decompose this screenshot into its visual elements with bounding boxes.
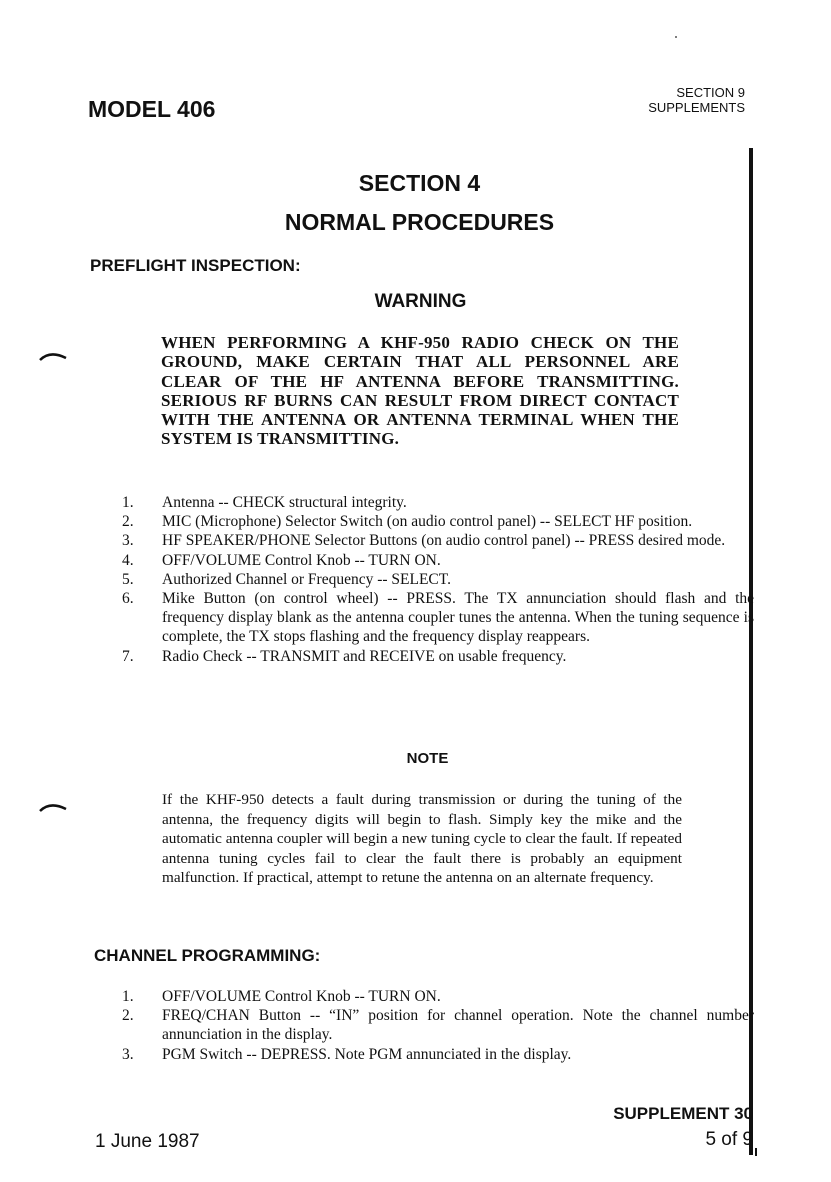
list-item (122, 1006, 754, 1044)
issue-date: 1 June 1987 (95, 1131, 200, 1152)
step-text: Radio Check -- TRANSMIT and RECEIVE on usable frequency. (162, 647, 567, 665)
revision-mark-icon (38, 349, 68, 363)
step-text: PGM Switch -- DEPRESS. Note PGM annunciated in the display. (162, 1045, 572, 1063)
model-title: MODEL 406 (88, 96, 216, 122)
note-title-text: NOTE (406, 750, 449, 767)
step-text: OFF/VOLUME Control Knob -- TURN ON. (162, 551, 441, 569)
supplements-line: SUPPLEMENTS (648, 100, 745, 115)
step-number: 7. (122, 647, 134, 665)
step-number: 2. (122, 1007, 134, 1025)
procedures-title (0, 209, 831, 236)
section-line: SECTION 9 (676, 85, 745, 100)
list-item (122, 551, 754, 570)
list-item (122, 531, 754, 550)
warning-title (0, 291, 831, 313)
step-text: HF SPEAKER/PHONE Selector Buttons (on audio control panel) -- PRESS desired mode. (162, 532, 726, 550)
channel-heading: CHANNEL PROGRAMMING: (94, 946, 321, 965)
step-text: Antenna -- CHECK structural integrity. (162, 494, 407, 511)
step-number: 3. (122, 532, 134, 550)
list-item (122, 987, 754, 1006)
step-text: FREQ/CHAN Button -- “IN” position for channel operation. Note the channel number annunciation in the display. (162, 1007, 754, 1044)
step-number: 1. (122, 988, 134, 1005)
step-text: OFF/VOLUME Control Knob -- TURN ON. (162, 988, 441, 1005)
procedures-title-text: NORMAL PROCEDURES (284, 209, 555, 235)
page-number: 5 of 9 (705, 1129, 753, 1150)
step-text: MIC (Microphone) Selector Switch (on audio control panel) -- SELECT HF position. (162, 513, 693, 531)
list-item (122, 512, 754, 531)
list-item (122, 1045, 754, 1064)
step-number: 1. (122, 494, 134, 511)
preflight-steps (122, 493, 754, 666)
note-title (0, 750, 831, 767)
change-bar-tick (755, 1148, 757, 1156)
channel-steps (122, 987, 754, 1064)
section-title (0, 170, 831, 197)
list-item (122, 493, 754, 512)
scan-speck (675, 36, 677, 38)
step-number: 4. (122, 551, 134, 569)
list-item (122, 647, 754, 666)
revision-mark-icon (38, 800, 68, 814)
section-header (648, 85, 745, 115)
note-text: If the KHF-950 detects a fault during transmission or during the tuning of the antenna, the frequency digits will begin to flash. Simply key the mike and the automatic antenna coupler will begin a new tuning cycle to clear the fault. If repeated antenna tuning cycles fail to clear the fault there is probably an equipment malfunction. If practical, attempt to retune the antenna on an alternate frequency. (162, 791, 682, 886)
step-text: Mike Button (on control wheel) -- PRESS. The TX annunciation should flash and the frequency display blank as the antenna coupler tunes the antenna. When the tuning sequence is complete, the TX stops flashing and the frequency display reappears. (162, 590, 754, 646)
step-number: 5. (122, 570, 134, 588)
preflight-heading: PREFLIGHT INSPECTION: (90, 256, 301, 275)
warning-title-text: WARNING (374, 291, 467, 312)
step-text: Authorized Channel or Frequency -- SELECT. (162, 570, 451, 588)
step-number: 6. (122, 590, 134, 608)
warning-text: WHEN PERFORMING A KHF-950 RADIO CHECK ON THE GROUND, MAKE CERTAIN THAT ALL PERSONNEL ARE CLEAR OF THE HF ANTENNA BEFORE TRANSMITTING. SERIOUS RF BURNS CAN RESULT FROM DIRECT CONTACT WITH THE ANTENNA OR ANTENNA TERMINAL WHEN THE SYSTEM IS TRANSMITTING. (161, 333, 679, 449)
list-item (122, 589, 754, 647)
section-title-text: SECTION 4 (358, 170, 481, 196)
supplement-label: SUPPLEMENT 30 (613, 1104, 753, 1123)
step-number: 3. (122, 1045, 134, 1063)
list-item (122, 570, 754, 589)
step-number: 2. (122, 513, 134, 531)
